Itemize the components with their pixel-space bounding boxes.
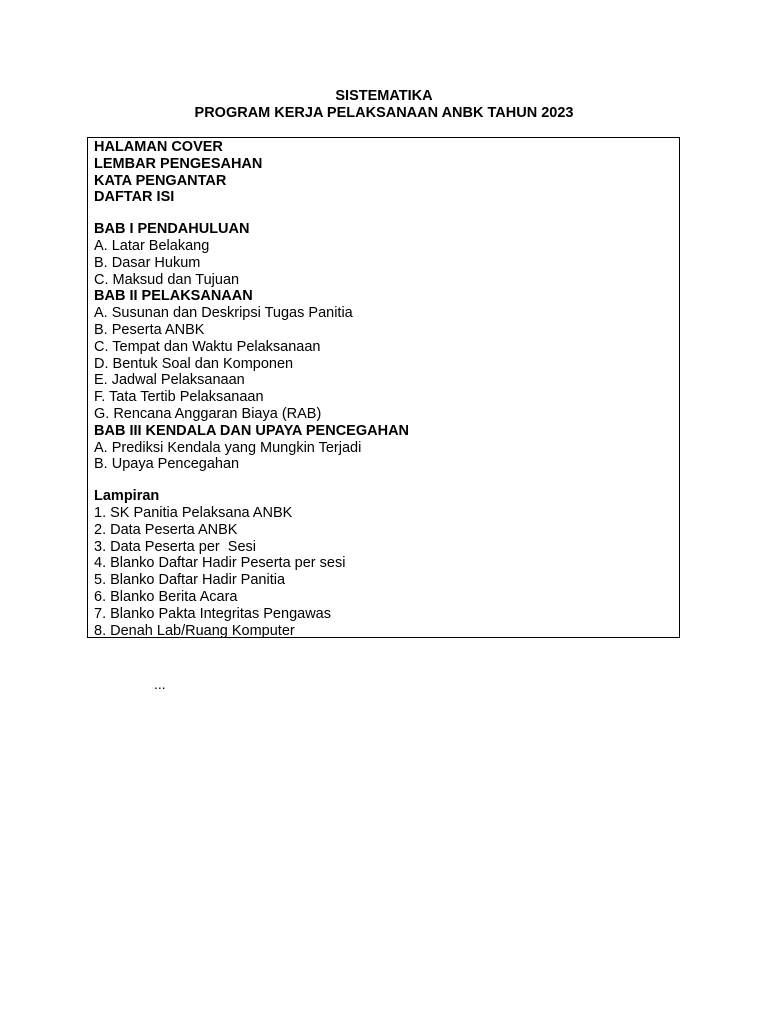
- front-matter-item: LEMBAR PENGESAHAN: [94, 155, 263, 172]
- bab1-item: B. Dasar Hukum: [94, 254, 201, 271]
- continuation-ellipsis: ...: [154, 676, 166, 692]
- lampiran-item: 1. SK Panitia Pelaksana ANBK: [94, 504, 293, 521]
- lampiran-section: [94, 488, 673, 639]
- bab1-item: A. Latar Belakang: [94, 237, 210, 254]
- lampiran-item: 2. Data Peserta ANBK: [94, 521, 238, 538]
- bab2-item: C. Tempat dan Waktu Pelaksanaan: [94, 338, 321, 355]
- bab2-item: B. Peserta ANBK: [94, 321, 205, 338]
- bab3-section: [94, 423, 673, 473]
- bab3-heading: BAB III KENDALA DAN UPAYA PENCEGAHAN: [94, 422, 410, 439]
- lampiran-item: 3. Data Peserta per Sesi: [94, 538, 256, 555]
- lampiran-item: 6. Blanko Berita Acara: [94, 588, 238, 605]
- outline-box: [87, 137, 680, 638]
- bab1-item: C. Maksud dan Tujuan: [94, 271, 240, 288]
- bab2-item: A. Susunan dan Deskripsi Tugas Panitia: [94, 305, 353, 322]
- lampiran-item: 7. Blanko Pakta Integritas Pengawas: [94, 605, 331, 622]
- section-spacer: [94, 206, 673, 221]
- bab2-heading: BAB II PELAKSANAAN: [94, 288, 253, 305]
- bab2-item: D. Bentuk Soal dan Komponen: [94, 355, 294, 372]
- bab3-item: B. Upaya Pencegahan: [94, 456, 240, 473]
- lampiran-heading: Lampiran: [94, 488, 160, 505]
- bab2-item: E. Jadwal Pelaksanaan: [94, 372, 245, 389]
- section-spacer: [94, 473, 673, 488]
- front-matter-item: HALAMAN COVER: [94, 139, 223, 155]
- front-matter-list: [94, 139, 673, 206]
- bab2-item: F. Tata Tertib Pelaksanaan: [94, 389, 264, 406]
- lampiran-item: 4. Blanko Daftar Hadir Peserta per sesi: [94, 555, 346, 572]
- bab2-section: [94, 288, 673, 422]
- front-matter-item: DAFTAR ISI: [94, 189, 175, 206]
- bab3-item: A. Prediksi Kendala yang Mungkin Terjadi: [94, 439, 362, 456]
- bab1-heading: BAB I PENDAHULUAN: [94, 221, 250, 238]
- lampiran-item: 8. Denah Lab/Ruang Komputer: [94, 622, 295, 639]
- document-subtitle: PROGRAM KERJA PELAKSANAAN ANBK TAHUN 2023: [194, 105, 574, 121]
- bab2-item: G. Rencana Anggaran Biaya (RAB): [94, 405, 322, 422]
- document-title: SISTEMATIKA: [335, 88, 433, 104]
- lampiran-item: 5. Blanko Daftar Hadir Panitia: [94, 572, 286, 589]
- front-matter-item: KATA PENGANTAR: [94, 172, 227, 189]
- bab1-section: [94, 221, 673, 288]
